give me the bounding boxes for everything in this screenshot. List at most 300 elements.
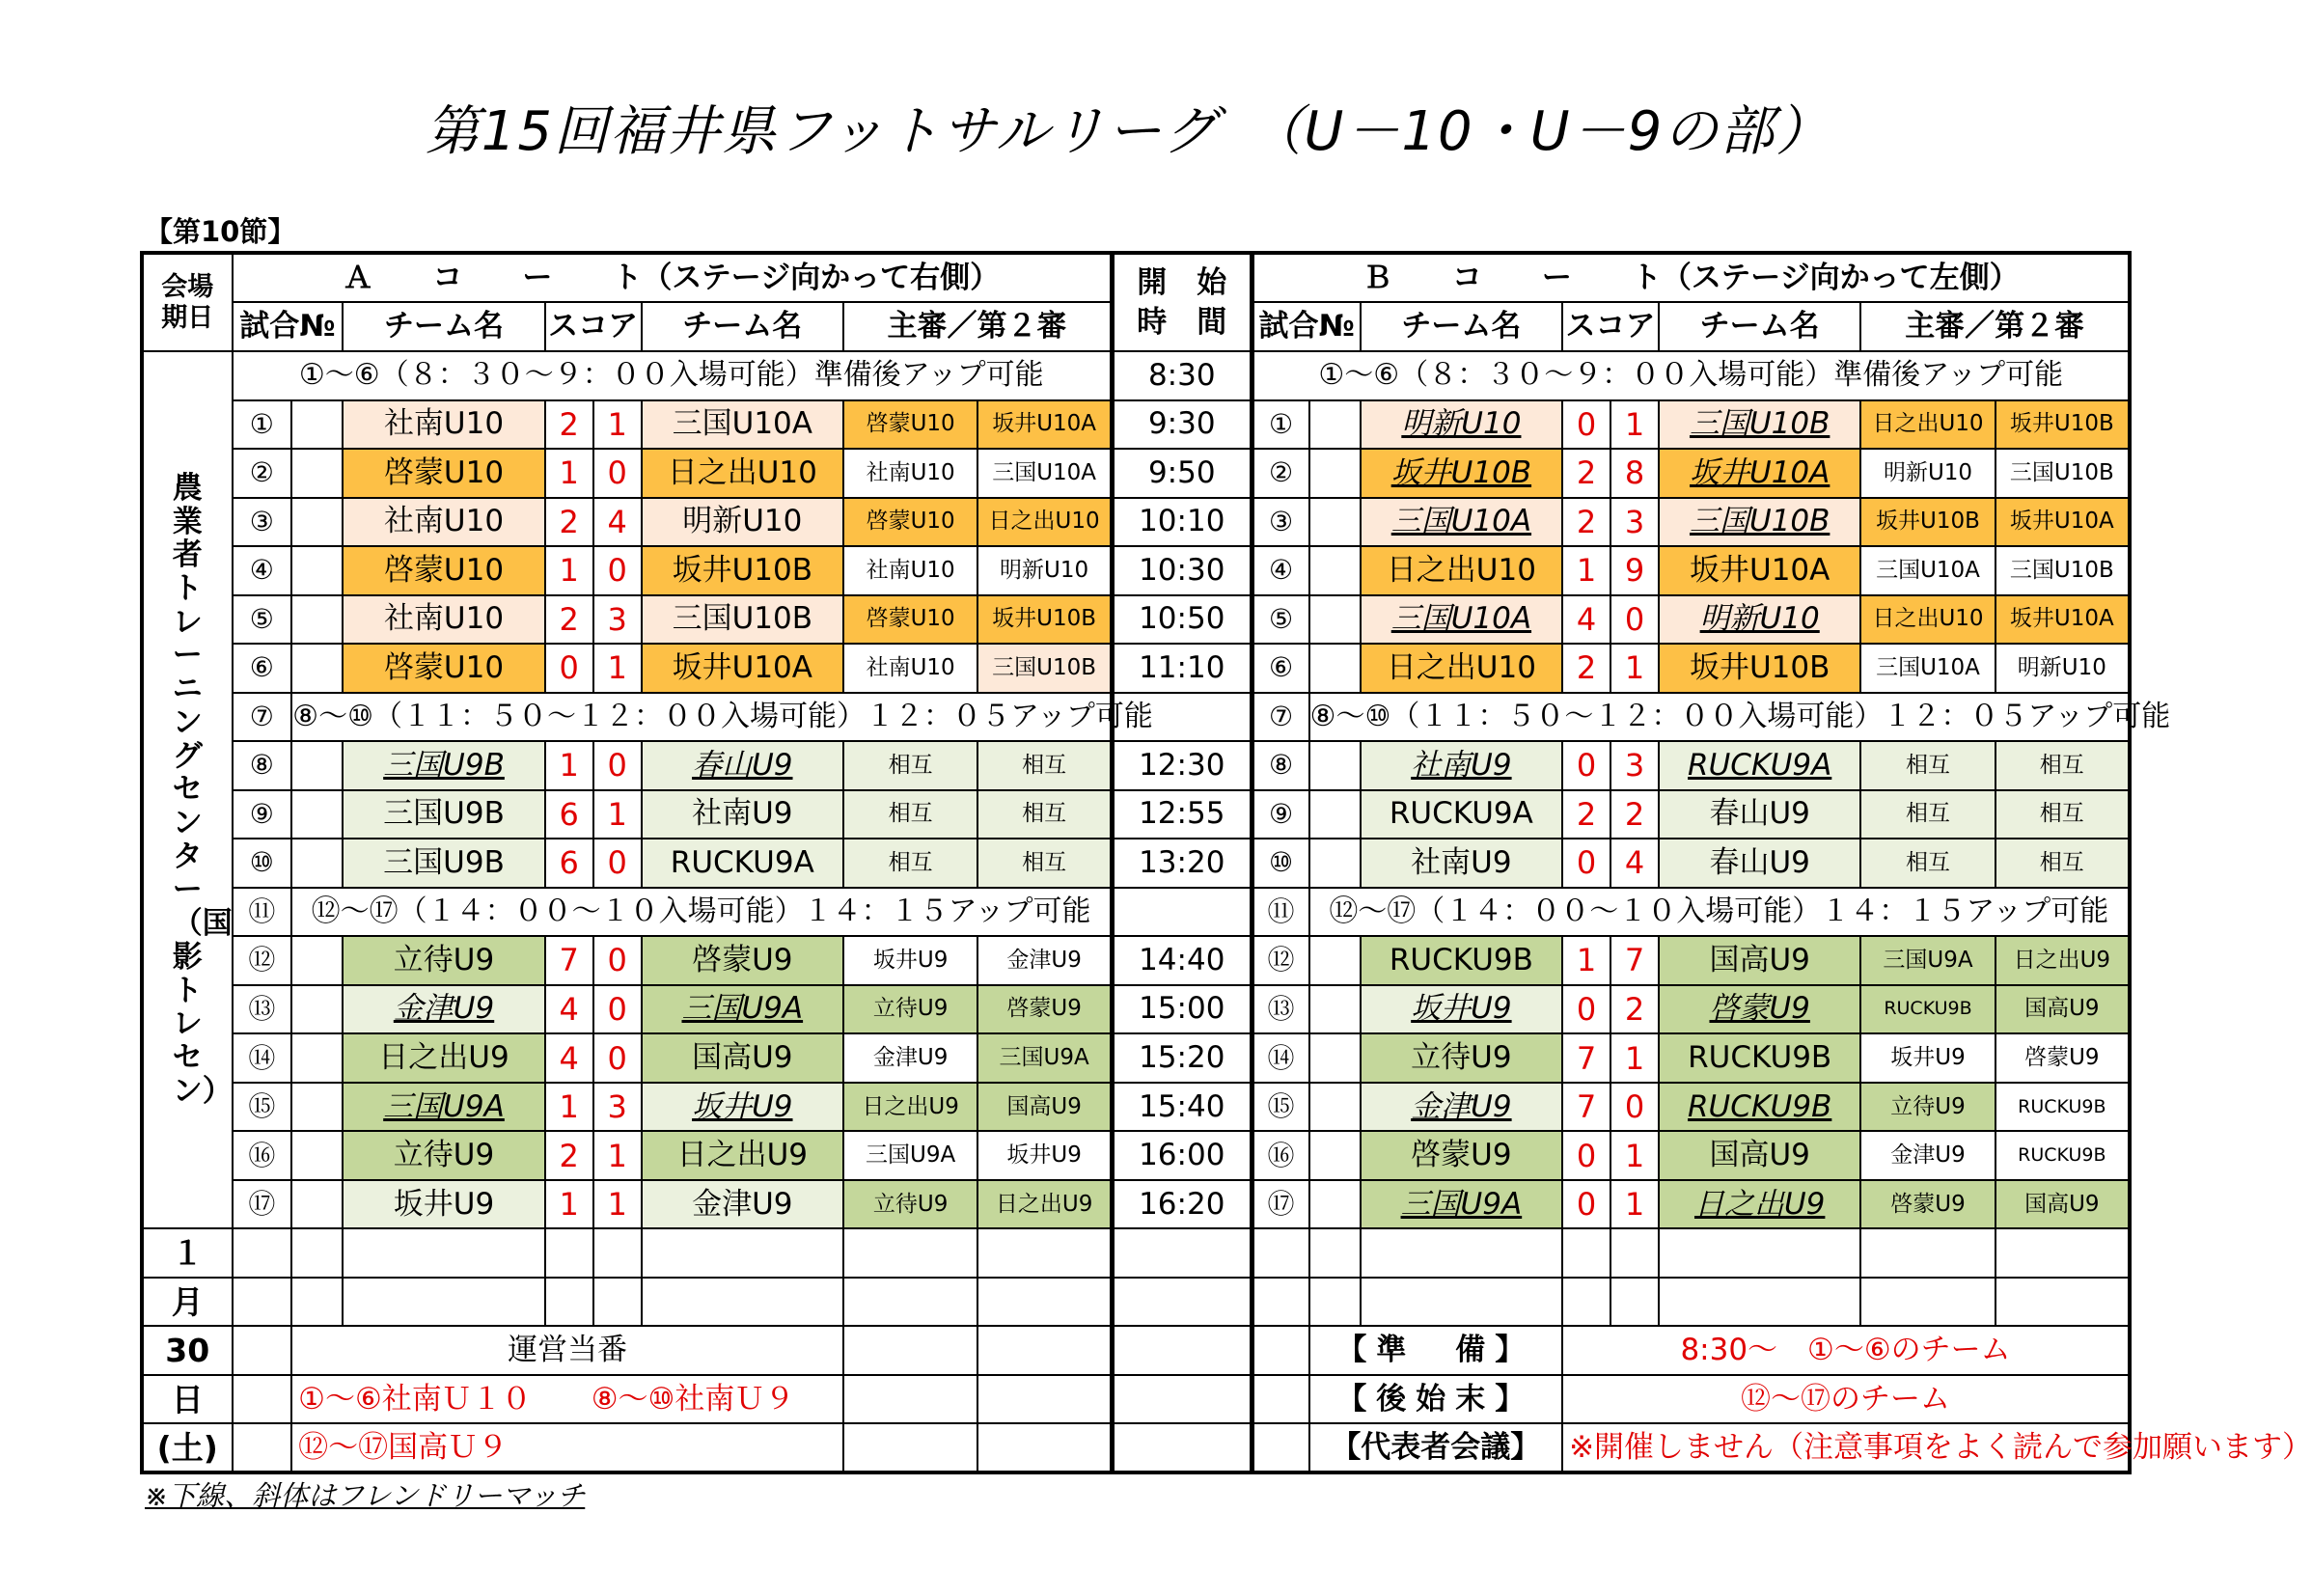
referee-main-a: 金津U9 xyxy=(843,1033,977,1083)
info-court-b: ⑧～⑩（１１：５０～１２：００入場可能）１２：０５アップ可能 xyxy=(1309,693,2130,742)
team-home-a xyxy=(343,741,544,790)
footer-blank xyxy=(1252,1423,1309,1472)
match-no-a: ⑩ xyxy=(233,839,292,888)
score-away-b: 3 xyxy=(1610,741,1659,790)
score-away-a: 0 xyxy=(593,1033,642,1083)
footer-blank xyxy=(1610,1228,1659,1278)
team-home-b xyxy=(1361,595,1562,645)
score-away-b: 3 xyxy=(1610,498,1659,547)
referee-main-a: 相互 xyxy=(843,839,977,888)
score-away-a: 3 xyxy=(593,595,642,645)
score-home-a: 1 xyxy=(545,449,593,498)
match-no-a: ⑯ xyxy=(233,1131,292,1180)
footer-row xyxy=(142,1375,2130,1424)
start-time: 10:10 xyxy=(1112,498,1252,547)
team-away-b xyxy=(1659,1180,1860,1229)
referee-main-a: 社南U10 xyxy=(843,546,977,595)
team-away-a xyxy=(642,839,843,888)
match-blank-a xyxy=(291,546,343,595)
referee-second-b: 坂井U10B xyxy=(1995,400,2130,450)
team-away-a xyxy=(642,741,843,790)
team-home-name: 金津U9 xyxy=(1411,1088,1512,1124)
match-blank-a xyxy=(291,595,343,645)
match-no-b: ⑫ xyxy=(1252,936,1309,985)
referee-second-a: 相互 xyxy=(977,741,1112,790)
footer-blank xyxy=(1610,1278,1659,1327)
team-home-a xyxy=(343,1180,544,1229)
footer-blank xyxy=(843,1375,977,1424)
info-court-b: ⑫～⑰（１４：００～１０入場可能）１４：１５アップ可能 xyxy=(1309,888,2130,937)
footer-blank xyxy=(1860,1278,1995,1327)
team-home-a xyxy=(343,790,544,839)
referee-second-a: 三国U9A xyxy=(977,1033,1112,1083)
meeting-label: 【代表者会議】 xyxy=(1309,1423,1563,1472)
referee-second-a: 坂井U10A xyxy=(977,400,1112,450)
match-no-a: ⑮ xyxy=(233,1083,292,1132)
team-home-name: 社南U10 xyxy=(383,406,505,442)
team-home-name: 立待U9 xyxy=(1411,1040,1512,1075)
team-away-name: 国高U9 xyxy=(1709,942,1810,977)
referee-second-b: 三国U10B xyxy=(1995,449,2130,498)
match-blank-b xyxy=(1309,449,1361,498)
referee-second-b: RUCKU9B xyxy=(1995,1131,2130,1180)
footer-blank xyxy=(233,1326,292,1375)
referee-main-b: 三国U10A xyxy=(1860,644,1995,693)
footer-blank xyxy=(642,1278,843,1327)
team-header-a2: チーム名 xyxy=(642,302,843,351)
referee-main-b: 三国U10A xyxy=(1860,546,1995,595)
match-blank-b xyxy=(1309,400,1361,450)
team-home-name: 三国U9B xyxy=(383,796,505,832)
match-no-b: ⑭ xyxy=(1252,1033,1309,1083)
referee-second-a: 相互 xyxy=(977,790,1112,839)
referee-second-a: 日之出U10 xyxy=(977,498,1112,547)
team-away-b xyxy=(1659,1131,1860,1180)
score-away-b: 1 xyxy=(1610,1033,1659,1083)
referee-main-a: 社南U10 xyxy=(843,449,977,498)
team-home-a xyxy=(343,595,544,645)
match-blank-a xyxy=(291,644,343,693)
match-no-a: ⑥ xyxy=(233,644,292,693)
referee-second-b: 相互 xyxy=(1995,741,2130,790)
footer-blank xyxy=(1112,1423,1252,1472)
match-blank-b xyxy=(1309,644,1361,693)
footnote: ※下線、斜体はフレンドリーマッチ xyxy=(145,1479,586,1512)
start-time: 9:50 xyxy=(1112,449,1252,498)
score-home-a: 1 xyxy=(545,546,593,595)
meeting-value: ※開催しません（注意事項をよく読んで参加願います） xyxy=(1562,1423,2130,1472)
score-away-a: 3 xyxy=(593,1083,642,1132)
match-row xyxy=(142,839,2130,888)
team-away-name: 春山U9 xyxy=(692,747,793,783)
team-away-b xyxy=(1659,546,1860,595)
score-away-a: 1 xyxy=(593,644,642,693)
team-home-b xyxy=(1361,546,1562,595)
referee-main-a: 日之出U9 xyxy=(843,1083,977,1132)
referee-main-b: 三国U9A xyxy=(1860,936,1995,985)
team-away-a xyxy=(642,400,843,450)
team-home-name: 啓蒙U10 xyxy=(383,649,505,685)
start-time-header: 開 始 時 間 xyxy=(1112,253,1252,351)
team-home-b xyxy=(1361,1180,1562,1229)
match-blank-b xyxy=(1309,839,1361,888)
score-away-a: 4 xyxy=(593,498,642,547)
score-home-a: 1 xyxy=(545,741,593,790)
score-home-a: 2 xyxy=(545,595,593,645)
score-home-a: 1 xyxy=(545,1180,593,1229)
team-away-a xyxy=(642,1131,843,1180)
match-no-a: ⑬ xyxy=(233,985,292,1034)
team-home-name: 明新U10 xyxy=(1401,406,1522,442)
score-away-b: 9 xyxy=(1610,546,1659,595)
match-no-b: ③ xyxy=(1252,498,1309,547)
date-part: 月 xyxy=(142,1278,233,1327)
page-title: 第15回福井県フットサルリーグ （U－10・U－9の部） xyxy=(425,100,1832,163)
footer-blank xyxy=(593,1228,642,1278)
footer-blank xyxy=(1361,1278,1562,1327)
referee-second-b: 相互 xyxy=(1995,790,2130,839)
info-court-a: ⑧～⑩（１１：５０～１２：００入場可能）１２：０５アップ可能 xyxy=(291,693,1112,742)
team-away-name: 坂井U10B xyxy=(1689,649,1830,685)
date-part: (土) xyxy=(142,1423,233,1472)
team-away-b xyxy=(1659,936,1860,985)
score-away-b: 8 xyxy=(1610,449,1659,498)
team-home-a xyxy=(343,400,544,450)
score-away-b: 1 xyxy=(1610,1131,1659,1180)
referee-second-a: 三国U10B xyxy=(977,644,1112,693)
footer-blank xyxy=(545,1228,593,1278)
match-blank-b xyxy=(1309,1033,1361,1083)
start-time: 16:20 xyxy=(1112,1180,1252,1229)
footer-blank xyxy=(977,1423,1112,1472)
team-home-name: 立待U9 xyxy=(393,942,495,977)
team-away-name: 三国U10B xyxy=(672,601,812,637)
date-part: 日 xyxy=(142,1375,233,1424)
prep-label: 【準 備】 xyxy=(1309,1326,1563,1375)
referee-main-b: 金津U9 xyxy=(1860,1131,1995,1180)
score-home-a: 4 xyxy=(545,985,593,1034)
referee-second-a: 坂井U10B xyxy=(977,595,1112,645)
footer-blank xyxy=(233,1278,292,1327)
match-no-a: ⑰ xyxy=(233,1180,292,1229)
team-home-a xyxy=(343,936,544,985)
team-home-name: RUCKU9A xyxy=(1389,796,1533,832)
match-no-a: ⑨ xyxy=(233,790,292,839)
team-home-b xyxy=(1361,936,1562,985)
match-blank-a xyxy=(291,1180,343,1229)
score-away-b: 2 xyxy=(1610,790,1659,839)
referee-second-b: 国高U9 xyxy=(1995,1180,2130,1229)
team-away-name: 三国U10A xyxy=(672,406,812,442)
team-away-name: 坂井U10A xyxy=(672,649,812,685)
footer-blank xyxy=(593,1278,642,1327)
footer-blank xyxy=(977,1326,1112,1375)
footer-row xyxy=(142,1326,2130,1375)
footer-blank xyxy=(1252,1375,1309,1424)
team-home-name: 金津U9 xyxy=(393,991,495,1027)
footer-blank xyxy=(1659,1228,1860,1278)
match-row xyxy=(142,1033,2130,1083)
match-no-b: ⑰ xyxy=(1252,1180,1309,1229)
team-home-name: 立待U9 xyxy=(393,1138,495,1173)
match-no-b: ① xyxy=(1252,400,1309,450)
score-home-b: 7 xyxy=(1562,1033,1610,1083)
team-away-name: 三国U10B xyxy=(1689,504,1830,539)
match-blank-b xyxy=(1309,595,1361,645)
footer-blank xyxy=(1112,1228,1252,1278)
team-home-name: 三国U10A xyxy=(1390,504,1532,539)
team-away-a xyxy=(642,790,843,839)
court-b-header: Ｂ コ ー ト（ステージ向かって左側） xyxy=(1252,253,2130,302)
team-away-name: 坂井U10A xyxy=(1690,552,1830,588)
team-away-b xyxy=(1659,1083,1860,1132)
referee-second-b: 明新U10 xyxy=(1995,644,2130,693)
score-away-a: 0 xyxy=(593,741,642,790)
break-no-a: ⑦ xyxy=(233,693,292,742)
team-away-name: 坂井U10B xyxy=(672,552,812,588)
start-time: 11:10 xyxy=(1112,644,1252,693)
referee-second-a: 坂井U9 xyxy=(977,1131,1112,1180)
referee-main-b: 日之出U10 xyxy=(1860,595,1995,645)
match-row xyxy=(142,546,2130,595)
score-header-a: スコア xyxy=(545,302,642,351)
footer-blank xyxy=(1659,1278,1860,1327)
match-row xyxy=(142,741,2130,790)
score-home-b: 2 xyxy=(1562,449,1610,498)
referee-second-b: 国高U9 xyxy=(1995,985,2130,1034)
referee-main-a: 啓蒙U10 xyxy=(843,400,977,450)
match-no-b: ⑨ xyxy=(1252,790,1309,839)
score-home-a: 4 xyxy=(545,1033,593,1083)
team-home-b xyxy=(1361,498,1562,547)
match-no-header-b: 試合№ xyxy=(1252,302,1361,351)
score-away-b: 1 xyxy=(1610,644,1659,693)
team-home-name: 社南U10 xyxy=(383,601,505,637)
team-header-a1: チーム名 xyxy=(343,302,544,351)
team-away-name: 明新U10 xyxy=(682,504,803,539)
team-away-name: 社南U9 xyxy=(692,796,793,832)
referee-second-a: 金津U9 xyxy=(977,936,1112,985)
start-time: 9:30 xyxy=(1112,400,1252,450)
score-home-a: 6 xyxy=(545,839,593,888)
score-away-a: 0 xyxy=(593,839,642,888)
footer-blank xyxy=(233,1423,292,1472)
score-home-b: 2 xyxy=(1562,498,1610,547)
referee-main-b: 明新U10 xyxy=(1860,449,1995,498)
team-home-b xyxy=(1361,839,1562,888)
team-away-name: 春山U9 xyxy=(1709,844,1810,880)
score-home-a: 2 xyxy=(545,1131,593,1180)
team-away-name: RUCKU9B xyxy=(1688,1088,1832,1124)
team-home-name: 啓蒙U10 xyxy=(383,454,505,490)
match-blank-b xyxy=(1309,1131,1361,1180)
match-blank-a xyxy=(291,400,343,450)
footer-blank xyxy=(843,1423,977,1472)
info-row xyxy=(142,888,2130,937)
team-home-b xyxy=(1361,644,1562,693)
referee-header-a: 主審／第２審 xyxy=(843,302,1112,351)
footer-blank xyxy=(291,1228,343,1278)
referee-main-a: 相互 xyxy=(843,790,977,839)
match-no-a: ⑫ xyxy=(233,936,292,985)
team-away-a xyxy=(642,498,843,547)
referee-main-b: 坂井U10B xyxy=(1860,498,1995,547)
team-home-b xyxy=(1361,790,1562,839)
team-home-name: 日之出U10 xyxy=(1386,552,1536,588)
team-away-name: RUCKU9B xyxy=(1688,1040,1832,1075)
footer-blank xyxy=(1995,1278,2130,1327)
score-home-a: 7 xyxy=(545,936,593,985)
score-away-a: 0 xyxy=(593,985,642,1034)
match-blank-b xyxy=(1309,936,1361,985)
score-home-b: 2 xyxy=(1562,644,1610,693)
start-time xyxy=(1112,888,1252,937)
team-away-a xyxy=(642,1180,843,1229)
break-no-b: ⑪ xyxy=(1252,888,1309,937)
match-no-a: ③ xyxy=(233,498,292,547)
match-no-b: ⑩ xyxy=(1252,839,1309,888)
referee-main-b: 日之出U10 xyxy=(1860,400,1995,450)
referee-main-a: 社南U10 xyxy=(843,644,977,693)
team-header-b2: チーム名 xyxy=(1659,302,1860,351)
schedule-table xyxy=(140,251,2312,1474)
team-home-b xyxy=(1361,1033,1562,1083)
match-no-b: ⑯ xyxy=(1252,1131,1309,1180)
date-part: 30 xyxy=(142,1326,233,1375)
start-time: 12:30 xyxy=(1112,741,1252,790)
score-away-b: 1 xyxy=(1610,400,1659,450)
team-header-b1: チーム名 xyxy=(1361,302,1562,351)
score-away-b: 0 xyxy=(1610,1083,1659,1132)
footer-blank xyxy=(843,1326,977,1375)
footer-blank xyxy=(1112,1375,1252,1424)
score-home-b: 1 xyxy=(1562,936,1610,985)
score-away-a: 0 xyxy=(593,449,642,498)
team-away-name: RUCKU9A xyxy=(670,844,814,880)
footer-blank xyxy=(233,1375,292,1424)
match-blank-a xyxy=(291,839,343,888)
footer-blank xyxy=(343,1228,544,1278)
team-away-b xyxy=(1659,595,1860,645)
score-away-b: 7 xyxy=(1610,936,1659,985)
team-home-name: 啓蒙U10 xyxy=(383,552,505,588)
team-away-name: 坂井U9 xyxy=(692,1088,793,1124)
match-blank-a xyxy=(291,790,343,839)
footer-blank xyxy=(1112,1326,1252,1375)
court-a-header: Ａ コ ー ト（ステージ向かって右側） xyxy=(233,253,1113,302)
match-row xyxy=(142,400,2130,450)
duty-title: 運営当番 xyxy=(291,1326,843,1375)
team-home-b xyxy=(1361,449,1562,498)
match-row xyxy=(142,1131,2130,1180)
referee-second-a: 日之出U9 xyxy=(977,1180,1112,1229)
team-away-b xyxy=(1659,985,1860,1034)
venue-text: 農業者トレーニングセンター（国影トレセン） xyxy=(172,470,233,1109)
team-home-a xyxy=(343,449,544,498)
referee-second-a: 国高U9 xyxy=(977,1083,1112,1132)
footer-row xyxy=(142,1278,2130,1327)
team-home-a xyxy=(343,498,544,547)
match-blank-a xyxy=(291,1083,343,1132)
referee-second-a: 啓蒙U9 xyxy=(977,985,1112,1034)
start-time: 10:30 xyxy=(1112,546,1252,595)
break-no-a: ⑪ xyxy=(233,888,292,937)
score-away-a: 0 xyxy=(593,936,642,985)
footer-blank xyxy=(1562,1278,1610,1327)
match-no-b: ⑬ xyxy=(1252,985,1309,1034)
footer-blank xyxy=(1252,1326,1309,1375)
team-home-a xyxy=(343,1131,544,1180)
score-away-a: 1 xyxy=(593,1180,642,1229)
team-away-b xyxy=(1659,839,1860,888)
referee-second-b: 坂井U10A xyxy=(1995,498,2130,547)
match-blank-b xyxy=(1309,790,1361,839)
team-home-name: 社南U10 xyxy=(383,504,505,539)
match-blank-a xyxy=(291,741,343,790)
score-home-a: 2 xyxy=(545,400,593,450)
team-away-a xyxy=(642,936,843,985)
team-home-name: 社南U9 xyxy=(1411,844,1512,880)
team-away-a xyxy=(642,1033,843,1083)
team-home-name: 日之出U10 xyxy=(1386,649,1536,685)
start-time: 15:00 xyxy=(1112,985,1252,1034)
referee-header-b: 主審／第２審 xyxy=(1860,302,2130,351)
footer-blank xyxy=(291,1278,343,1327)
referee-main-b: 立待U9 xyxy=(1860,1083,1995,1132)
match-no-b: ② xyxy=(1252,449,1309,498)
match-row xyxy=(142,595,2130,645)
team-away-a xyxy=(642,449,843,498)
score-home-b: 0 xyxy=(1562,839,1610,888)
team-away-name: 金津U9 xyxy=(692,1186,793,1222)
venue-date-header: 会場 期日 xyxy=(142,253,233,351)
info-row xyxy=(142,351,2130,400)
duty-line-1: ①～⑥社南Ｕ１０ ⑧～⑩社南Ｕ９ xyxy=(291,1375,843,1424)
team-away-a xyxy=(642,985,843,1034)
match-row xyxy=(142,1180,2130,1229)
referee-main-a: 啓蒙U10 xyxy=(843,498,977,547)
referee-second-b: 日之出U9 xyxy=(1995,936,2130,985)
team-home-name: 三国U9A xyxy=(1400,1186,1523,1222)
prep-value: 8:30～ ①～⑥のチーム xyxy=(1562,1326,2130,1375)
score-home-a: 1 xyxy=(545,1083,593,1132)
match-row xyxy=(142,936,2130,985)
footer-row xyxy=(142,1228,2130,1278)
team-home-b xyxy=(1361,1131,1562,1180)
match-no-a: ⑧ xyxy=(233,741,292,790)
team-home-a xyxy=(343,1033,544,1083)
match-blank-a xyxy=(291,936,343,985)
footer-blank xyxy=(642,1228,843,1278)
team-away-name: 日之出U9 xyxy=(1693,1186,1826,1222)
referee-main-b: 相互 xyxy=(1860,839,1995,888)
team-home-a xyxy=(343,546,544,595)
team-home-name: RUCKU9B xyxy=(1389,942,1533,977)
team-away-a xyxy=(642,1083,843,1132)
score-home-b: 4 xyxy=(1562,595,1610,645)
match-blank-b xyxy=(1309,741,1361,790)
team-away-name: 三国U9A xyxy=(681,991,804,1027)
footer-blank xyxy=(1252,1278,1309,1327)
match-no-a: ② xyxy=(233,449,292,498)
team-away-name: 国高U9 xyxy=(692,1040,793,1075)
score-home-b: 7 xyxy=(1562,1083,1610,1132)
info-row xyxy=(142,693,2130,742)
score-away-a: 1 xyxy=(593,400,642,450)
team-away-name: 日之出U9 xyxy=(676,1138,809,1173)
referee-main-b: RUCKU9B xyxy=(1860,985,1995,1034)
score-home-b: 0 xyxy=(1562,985,1610,1034)
